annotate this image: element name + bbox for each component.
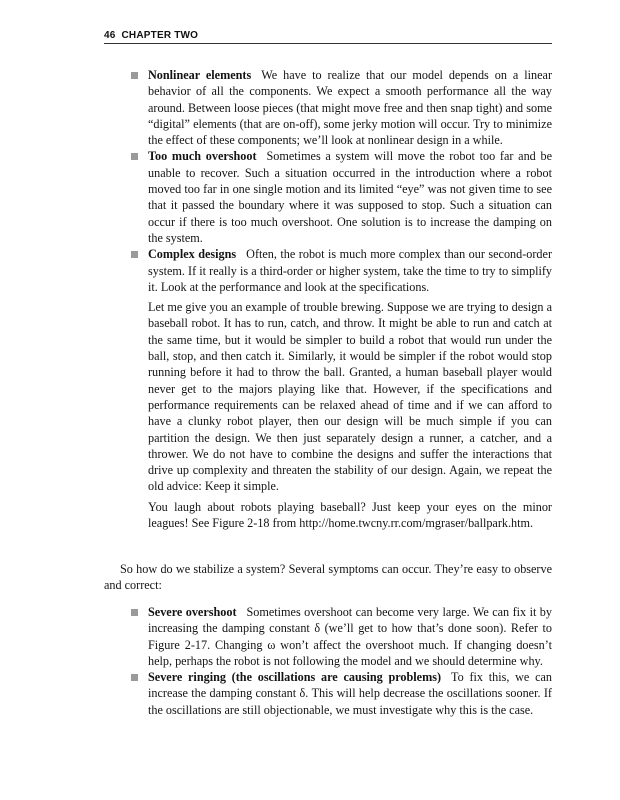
item-text: We have to realize that our model depends on a linear behavior of all the components. We expect a smooth performance all the way around. Between loose pieces (that might move free and then snap tight) and some “digital” elements (that are on-off), some jerky motion will occur. Try to minimize the effect of these components; we’ll look at nonlinear design in a while. (148, 68, 553, 148)
item-term: Complex designs (148, 247, 237, 262)
bullet-list-problems (148, 67, 552, 531)
list-item-too-much-overshoot (148, 148, 552, 246)
chapter-title: CHAPTER TWO (121, 30, 199, 41)
item-term: Severe overshoot (148, 605, 237, 619)
square-bullet-icon (131, 153, 138, 160)
list-item-nonlinear-elements (148, 67, 552, 148)
item-text: Sometimes overshoot can become very large. We can fix it by increasing the damping constant δ (we’ll get to how that’s done soon). Refer to Figure 2-17. Changing ω won’t affect the overshoot much. If changing doesn’t help, perhaps the robot is not following the model and we should determine why. (148, 605, 552, 668)
square-bullet-icon (131, 609, 138, 616)
running-header (104, 30, 552, 42)
header-rule (104, 43, 552, 44)
item-text: Sometimes a system will move the robot too far and be unable to recover. Such a situation occurred in the introduction where a robot moved too far in one single motion and its limited “eye” was not given time to see that it passed the boundary where it was supposed to stop. Such a situation can occur if there is too much overshoot. One solution is to increase the damping on the system. (148, 149, 552, 245)
item-term: Nonlinear elements (148, 68, 252, 82)
square-bullet-icon (131, 674, 138, 681)
baseball-example-paragraph: Let me give you an example of trouble brewing. Suppose we are trying to design a baseball robot. It has to run, catch, and throw. It might be able to run and catch at the same time, but it would be simpler to build a robot that would run under the ball, stop, and then catch it. Similarly, it would be simpler if the robot would stop running before it had to throw the ball. Granted, a human baseball player would never get to the majors playing like that. However, if the specifications and performance requirements can be relaxed ahead of time and if we can afford to have a clunky robot player, then our design will be much simple if you can partition the design. We then just separately design a runner, a catcher, and a thrower. We do not have to combine the designs and suffer the interactions that drive up complexity and threaten the stability of our design. Again, we repeat the old advice: Keep it simple. (148, 300, 552, 494)
square-bullet-icon (131, 251, 138, 258)
minor-leagues-paragraph: You laugh about robots playing baseball? Just keep your eyes on the minor leagues! See Figure 2-18 from http://home.twcny.rr.com/mgraser/ballpark.htm. (148, 499, 552, 531)
item-text: Often, the robot is much more complex than our second-order system. If it really is a third-order or higher system, take the time to try to simplify it. Look at the performance and look at the specifications. (148, 247, 552, 294)
list-item-complex-designs (148, 246, 552, 295)
page-number: 46 (104, 30, 116, 41)
bullet-list-symptoms (148, 604, 552, 718)
item-text: To fix this, we can increase the damping constant δ. This will help decrease the oscillations sooner. If the oscillations are still objectionable, we must investigate why this is the case. (148, 670, 552, 717)
intro-paragraph: So how do we stabilize a system? Several symptoms can occur. They’re easy to observe and correct: (104, 562, 552, 593)
list-item-severe-overshoot (148, 604, 552, 669)
list-item-severe-ringing (148, 669, 552, 718)
square-bullet-icon (131, 72, 138, 79)
item-term: Too much overshoot (148, 149, 257, 164)
item-term: Severe ringing (the oscillations are causing problems) (148, 670, 442, 685)
